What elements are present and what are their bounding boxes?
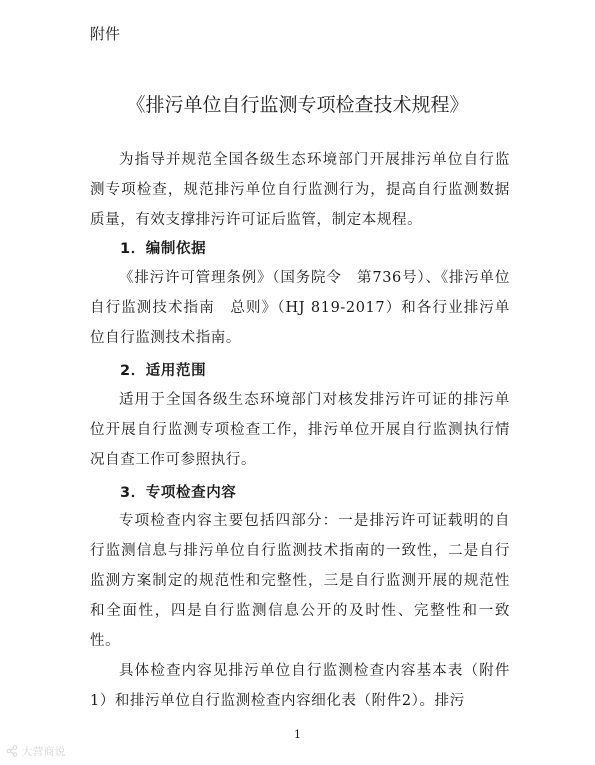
section-heading-scope: 2．适用范围 <box>120 363 207 379</box>
watermark-text: 大营商说 <box>21 745 66 758</box>
section-content-paragraph-2: 具体检查内容见排污单位自行监测检查内容基本表（附件1）和排污单位自行监测检查内容细化表（附件2）。排污 <box>90 663 510 709</box>
section-basis-paragraph: 《排污许可管理条例》（国务院令 第736号）、《排污单位自行监测技术指南 总则》（HJ 819-2017）和各行业排污单位自行监测技术指南。 <box>90 270 510 346</box>
share-icon <box>6 745 22 758</box>
section-scope-paragraph: 适用于全国各级生态环境部门对核发排污许可证的排污单位开展自行监测专项检查工作，排污单位开展自行监测执行情况自查工作可参照执行。 <box>90 392 510 468</box>
watermark <box>6 743 66 759</box>
page-number: 1 <box>294 728 301 741</box>
document-title: 《排污单位自行监测专项检查技术规程》 <box>126 94 469 116</box>
section-content-paragraph-1: 专项检查内容主要包括四部分：一是排污许可证载明的自行监测信息与排污单位自行监测技术指南的一致性，二是自行监测方案制定的规范性和完整性，三是自行监测开展的规范性和全面性，四是自行监测信息公开的及时性、完整性和一致性。 <box>90 513 510 649</box>
section-heading-basis: 1．编制依据 <box>120 241 207 257</box>
section-heading-content: 3．专项检查内容 <box>120 485 237 501</box>
intro-paragraph: 为指导并规范全国各级生态环境部门开展排污单位自行监测专项检查，规范排污单位自行监测行为，提高自行监测数据质量，有效支撑排污许可证后监管，制定本规程。 <box>90 152 510 228</box>
attachment-label: 附件 <box>90 25 121 43</box>
